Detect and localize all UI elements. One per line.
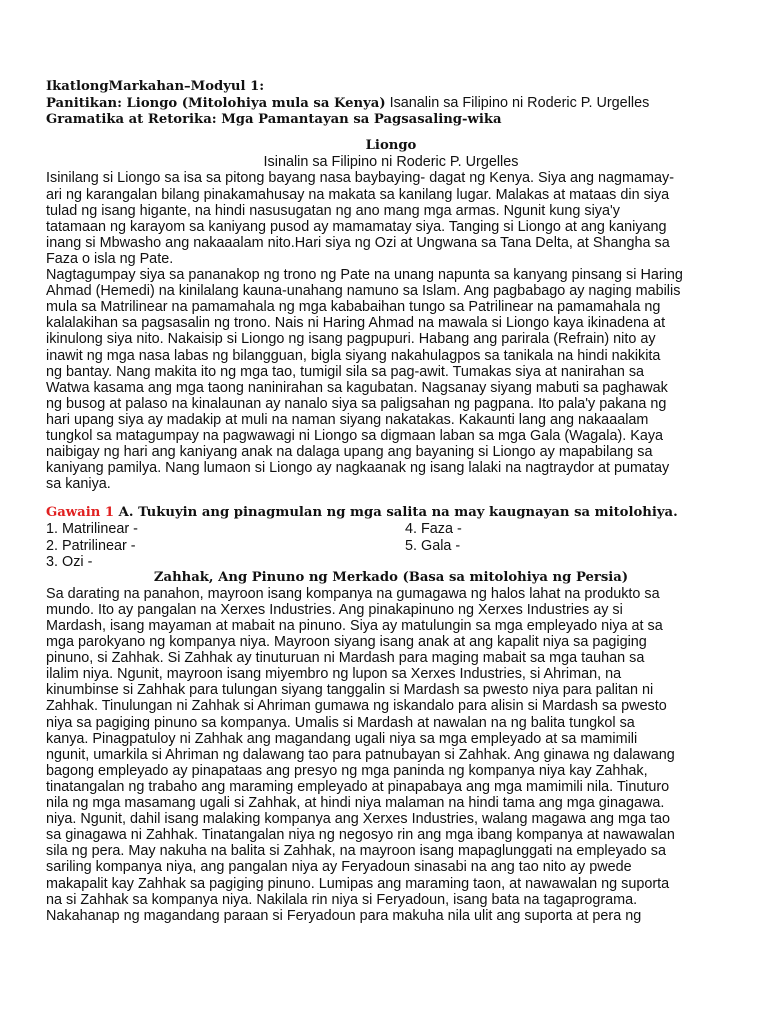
paragraph-line: kalalakihan sa pagsasalin ng trono. Nais ni Haring Ahmad na mawala si Liongo kaya ikinadena at bbox=[46, 315, 666, 332]
paragraph-line: tungkol sa matagumpay na pagwawagi ni Liongo sa digmaan laban sa mga Gala (Wagala). Kaya bbox=[46, 427, 664, 444]
activity-instruction: A. Tukuyin ang pinagmulan ng mga salita na may kaugnayan sa mitolohiya. bbox=[114, 505, 678, 521]
paragraph-line: kinumbinse si Zahhak para tulungan siyang tanggalin si Mardash sa pwesto niya para palitan ni bbox=[46, 682, 654, 699]
paragraph-line: sariling kompanya niya, ang pangalan niya ay Feryadoun sinasabi na ang tao nito ay pwede bbox=[46, 859, 632, 876]
paragraph-line: ari ng karangalan bilang pinakamahusay na makata sa kanilang lugar. Malakas at mataas din siya bbox=[46, 186, 670, 203]
paragraph-line: naibigay ng hari ang kaniyang anak na dalaga upang ang bayaning si Liongo ay mapabilang sa bbox=[46, 444, 653, 461]
story-title-zahhak: Zahhak, Ang Pinuno ng Merkado (Basa sa mitolohiya ng Persia) bbox=[153, 569, 629, 585]
paragraph-line: inang si Mbwasho ang nakaaalam nito.Hari siya ng Ozi at Ungwana sa Tana Delta, at Shangha sa bbox=[46, 234, 670, 251]
activity-item: 3. Ozi - bbox=[46, 553, 93, 570]
paragraph-line: Sa darating na panahon, mayroon isang kompanya na gumagawa ng halos lahat na produkto sa bbox=[46, 585, 660, 602]
paragraph-line: Nagtagumpay siya sa pananakop ng trono ng Pate na unang napunta sa kanyang pinsang si Haring bbox=[46, 267, 683, 284]
paragraph-line: Nakahanap ng magandang paraan si Feryadoun para makuha nila ulit ang suporta at pera ng bbox=[46, 907, 642, 924]
activity-item: 5. Gala - bbox=[405, 537, 461, 554]
paragraph-line: ng busog at palaso na kinalaunan ay nanalo siya sa paligsahan ng pagpana. Ito pala'y pakana ng bbox=[46, 395, 667, 412]
story-subtitle-liongo: Isinalin sa Filipino ni Roderic P. Urgelles bbox=[263, 154, 519, 171]
paragraph-line: pinuno, si Zahhak. Si Zahhak ay tinuturuan ni Mardash para maging mabait sa mga tauhan sa bbox=[46, 650, 645, 667]
paragraph-line: tulad ng isang higante, na hindi nasusugatan ng ano mang mga armas. Ngunit kung siya'y bbox=[46, 202, 620, 219]
paragraph-line: na si Zahhak sa kompanya niya. Nakilala rin niya si Feryadoun, isang bata na tagaprograma. bbox=[46, 891, 638, 908]
paragraph-line: kanya. Pinagpatuloy ni Zahhak ang magandang ugali niya sa mga empleyado at sa mamimili bbox=[46, 730, 638, 747]
paragraph-line: niya sa pagiging pinuno sa kompanya. Umalis si Mardash at nawalan na ng balita tungkol sa bbox=[46, 714, 635, 731]
module-heading: IkatlongMarkahan–Modyul 1: bbox=[46, 79, 265, 94]
literature-translator: Isanalin sa Filipino ni Roderic P. Urgelles bbox=[385, 95, 650, 112]
story-body-liongo bbox=[46, 170, 736, 492]
paragraph-line: mga parokyano ng kompanya niya. Mayroon siyang isang anak at ang kapalit niya sa pagiging bbox=[46, 634, 647, 651]
paragraph-line: makapalit kay Zahhak sa pagiging pinuno. Lumipas ang maraming taon, at nawawalan ng suporta bbox=[46, 875, 670, 892]
spacer bbox=[46, 128, 736, 138]
paragraph-line: niya. Ngunit, dahil isang malaking kompanya ang Xerxes Industries, walang magawa ang mga tao bbox=[46, 811, 670, 828]
literature-line bbox=[46, 95, 736, 112]
paragraph-line: ng bantay. Nang makita ito ng mga tao, tumigil sila sa pag-awit. Tumakas siya at nanirahan sa bbox=[46, 363, 645, 380]
story-title-liongo: Liongo bbox=[365, 138, 417, 154]
activity-item: 4. Faza - bbox=[405, 521, 462, 538]
paragraph-line: sa kaniya. bbox=[46, 476, 111, 493]
paragraph-line: Ahmad (Hemedi) na kinilalang kauna-unahang namuno sa Islam. Ang pagbabago ay naging mabilis bbox=[46, 283, 681, 300]
paragraph-line: tatamaan ng karayom sa kaniyang pusod ay mamamatay siya. Tanging si Liongo at ang kaniyang bbox=[46, 218, 667, 235]
story-body-zahhak bbox=[46, 586, 736, 924]
paragraph-line: inawit ng mga nasa labas ng bilangguan, bigla siyang nakahulagpos sa tanikala na hindi nakikita bbox=[46, 347, 661, 364]
activity-column-right bbox=[405, 521, 462, 569]
paragraph-line: Watwa kasama ang mga taong naninirahan sa kagubatan. Nagsanay siyang mabuti sa paghawak bbox=[46, 379, 668, 396]
paragraph-line: bagong empleyado ay pinapataas ang presyo ng mga paninda ng kompanya niya kay Zahhak, bbox=[46, 762, 648, 779]
paragraph-line: mundo. Ito ay pangalan na Xerxes Industries. Ang pinakapinuno ng Xerxes Industries ay si bbox=[46, 601, 623, 618]
activity-item: 1. Matrilinear - bbox=[46, 521, 138, 538]
paragraph-line: Zahhak. Tinulungan ni Zahhak si Ahriman gumawa ng iskandalo para alisin si Mardash sa pwesto bbox=[46, 698, 667, 715]
paragraph-line: ilalim niya. Ngunit, mayroon isang miyembro ng lupon sa Xerxes Industries, si Ahriman, na bbox=[46, 666, 622, 683]
paragraph-line: hari upang siya ay madakip at muli na naman siyang nakatakas. Kakaunti lang ang nakaaalam bbox=[46, 411, 649, 428]
paragraph-line: mula sa Matrilinear na pamamahala ng mga kababaihan tungo sa Patrilinear na pamamahala ng bbox=[46, 299, 661, 316]
activity-label: Gawain 1 bbox=[46, 505, 115, 521]
grammar-heading: Gramatika at Retorika: Mga Pamantayan sa Pagsasaling-wika bbox=[46, 112, 502, 128]
spacer bbox=[46, 492, 736, 504]
paragraph-line: sa ginagawa ni Zahhak. Tinatangalan niya ng negosyo rin ang mga ibang kompanya at nawawalan bbox=[46, 827, 675, 844]
paragraph-line: kaniyang pamilya. Nang lumaon si Liongo ay nagkaanak ng isang lalaki na nagtraydor at pumatay bbox=[46, 460, 670, 477]
activity-column-left bbox=[46, 521, 405, 569]
activity-item: 2. Patrilinear - bbox=[46, 537, 136, 554]
literature-label: Panitikan: Liongo (Mitolohiya mula sa Kenya) bbox=[46, 96, 386, 112]
document-page bbox=[46, 79, 736, 924]
paragraph-line: Isinilang si Liongo sa isa sa pitong bayang nasa baybaying- dagat ng Kenya. Siya ang nagmamay- bbox=[46, 170, 675, 187]
paragraph-line: ikinulong siya nito. Nakaisip si Liongo ng isang pagpupuri. Habang ang parirala (Refrain) nito ay bbox=[46, 331, 656, 348]
paragraph-line: tinatangalan ng trabaho ang maraming empleyado at pinapabaya ang mga mamimili nila. Tinuturo bbox=[46, 778, 670, 795]
paragraph-line: sila ng pera. May nakuha na balita si Zahhak, na mayroon isang mapaglunggati na empleyado sa bbox=[46, 843, 666, 860]
paragraph-line: nila ng mga masamang ugali si Zahhak, at hindi niya malaman na hindi tama ang mga ginagawa. bbox=[46, 795, 665, 812]
activity-items bbox=[46, 521, 736, 569]
paragraph-line: ngunit, umarkila si Ahriman ng dalawang tao para patnubayan si Zahhak. Ang ginawa ng dalawang bbox=[46, 746, 675, 763]
paragraph-line: Mardash, isang mayaman at mabait na pinuno. Siya ay matulungin sa mga empleyado niya at sa bbox=[46, 618, 663, 634]
paragraph-line: Faza o isla ng Pate. bbox=[46, 250, 174, 267]
activity-heading bbox=[46, 504, 736, 521]
